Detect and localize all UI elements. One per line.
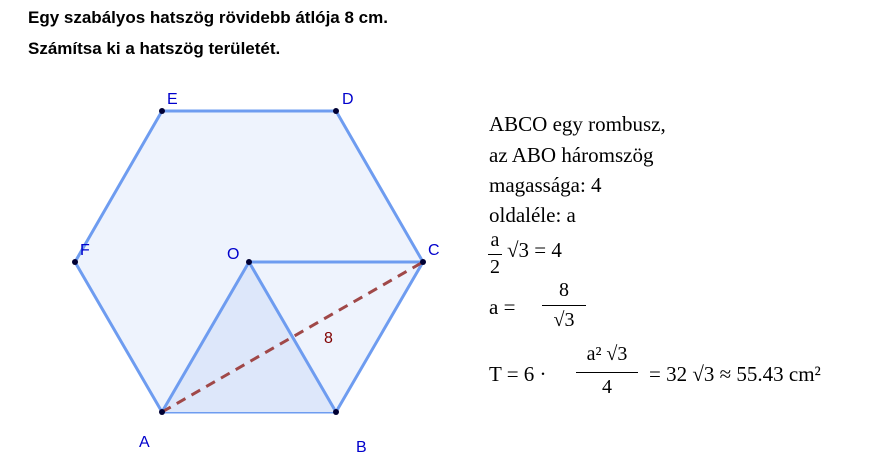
eq1-numerator: a	[490, 229, 500, 251]
eq1-denominator: 2	[490, 256, 500, 278]
label-e: E	[167, 91, 178, 108]
eq3-numerator: a² √3	[586, 343, 628, 365]
eq2-numerator: 8	[559, 279, 569, 301]
diagonal-length-label: 8	[324, 330, 333, 347]
eq2-denominator: √3	[553, 309, 575, 331]
solution-line-4: oldaléle: a	[489, 203, 576, 227]
label-a: A	[139, 434, 150, 451]
eq1-rest: √3 = 4	[507, 238, 562, 262]
point-o	[246, 259, 252, 265]
point-e	[159, 108, 165, 114]
point-f	[72, 259, 78, 265]
eq1-fraction-bar	[488, 254, 502, 255]
problem-line-1: Egy szabályos hatszög rövidebb átlója 8 cm.	[28, 8, 388, 27]
eq3-denominator: 4	[602, 376, 612, 398]
label-f: F	[80, 242, 90, 259]
eq2-fraction-bar	[542, 305, 586, 306]
label-o: O	[227, 246, 240, 263]
point-b	[333, 409, 339, 415]
solution-line-2: az ABO háromszög	[489, 143, 654, 167]
eq3-lhs: T = 6 ·	[489, 362, 547, 386]
label-d: D	[342, 91, 354, 108]
problem-line-2: Számítsa ki a hatszög területét.	[28, 39, 281, 58]
point-d	[333, 108, 339, 114]
label-c: C	[428, 242, 440, 259]
eq3-rhs: = 32 √3 ≈ 55.43 cm²	[649, 362, 821, 386]
solution-line-1: ABCO egy rombusz,	[489, 112, 666, 136]
eq2-lhs: a =	[489, 295, 516, 319]
point-a	[159, 409, 165, 415]
solution-line-3: magassága: 4	[489, 173, 602, 197]
point-c	[420, 259, 426, 265]
label-b: B	[356, 439, 367, 456]
eq3-fraction-bar	[576, 372, 638, 373]
